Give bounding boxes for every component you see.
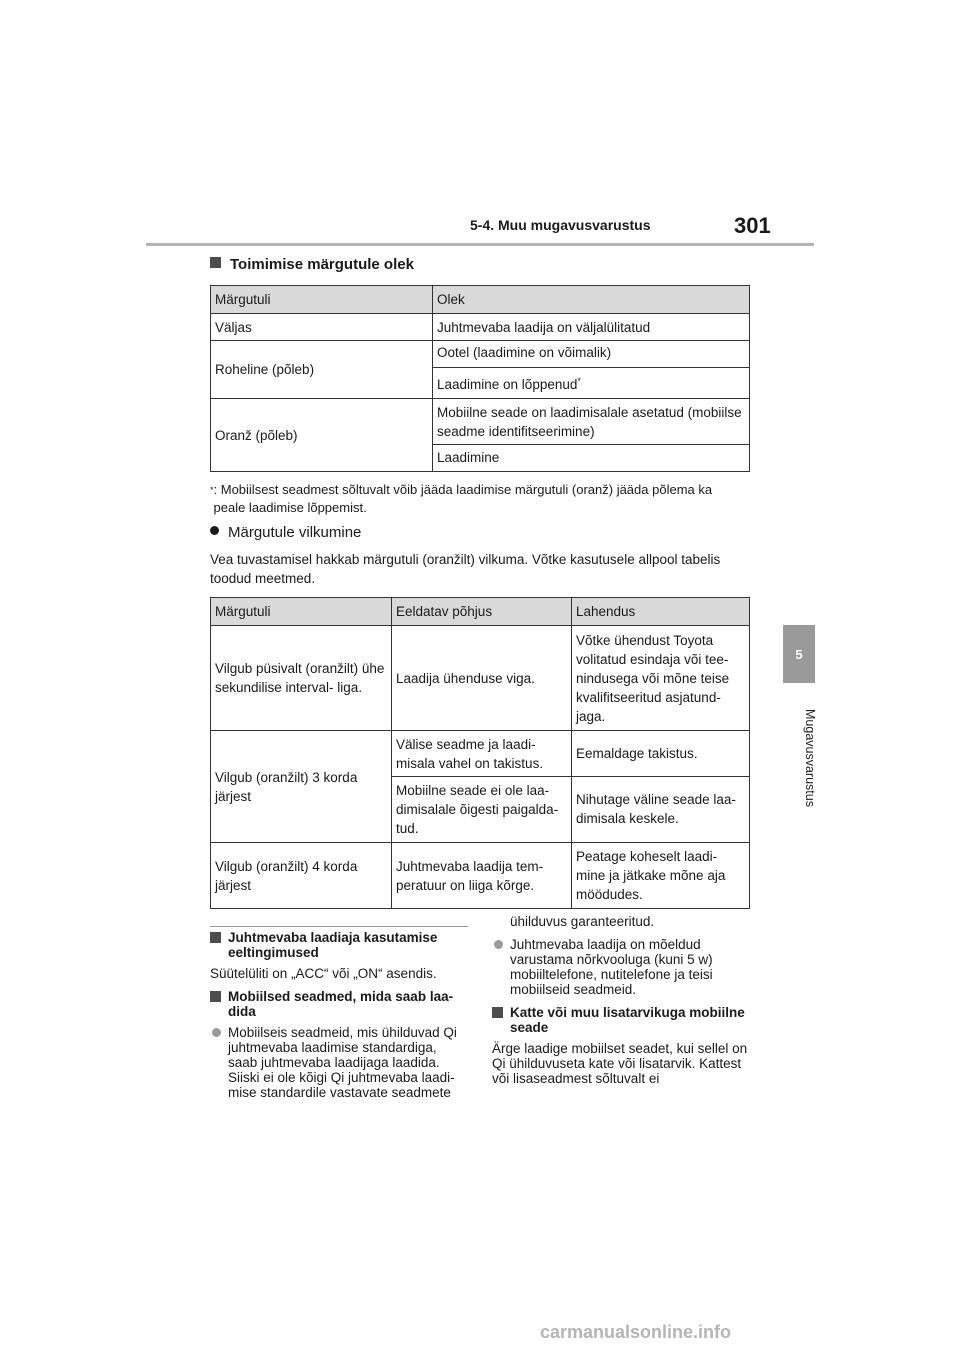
note-heading: Mobiilsed seadmed, mida saab laa- dida [210, 989, 468, 1019]
note-text: Süütelüliti on „ACC“ või „ON“ asendis. [210, 966, 437, 981]
blinking-table [210, 597, 750, 909]
round-bullet-icon [494, 940, 503, 949]
indicator-cell: Vilgub (oranžilt) 4 korda järjest [211, 843, 392, 909]
indicator-cell: Roheline (põleb) [211, 341, 433, 399]
table-header-cell: Lahendus [572, 598, 750, 626]
table-header-cell: Märgutuli [211, 598, 392, 626]
table-row [211, 314, 750, 341]
note-bullet: Mobiilseis seadmeid, mis ühilduvad Qi juhtmevaba laadimise standardiga, saab juhtmevaba laadijaga laadida. Siiski ei ole kõigi Qi juhtmevaba laadi- mise standardile vastavate seadmete [210, 1025, 468, 1100]
square-bullet-icon [492, 1007, 503, 1018]
indicator-cell: Oranž (põleb) [211, 399, 433, 472]
note-text: ühilduvus garanteeritud. [510, 914, 655, 929]
chapter-name: Mugavusvarustus [803, 709, 817, 807]
square-bullet-icon [210, 991, 221, 1002]
table-row [211, 399, 750, 445]
state-cell: Juhtmevaba laadija on väljalülitatud [433, 314, 750, 341]
section-title: 5-4. Muu mugavusvarustus [470, 217, 651, 233]
notes-left-column [210, 930, 468, 1106]
solution-cell: Võtke ühendust Toyota volitatud esindaja või tee- nindusega või mõne teise kvalifitseeritud asjatund- jaga. [572, 626, 750, 731]
state-cell: Mobiilne seade on laadimisalale asetatud (mobiilse seadme identifitseerimine) [433, 399, 750, 445]
square-bullet-icon [210, 932, 221, 943]
table-header-cell: Olek [433, 286, 750, 314]
square-bullet-icon [210, 257, 221, 268]
table-header-cell: Eeldatav põhjus [392, 598, 572, 626]
header-divider [146, 243, 814, 246]
solution-cell: Nihutage väline seade laa- dimisala keskele. [572, 777, 750, 843]
indicator-cell: Vilgub (oranžilt) 3 korda järjest [211, 731, 392, 843]
table-header-row [211, 598, 750, 626]
indicator-cell: Väljas [211, 314, 433, 341]
solution-cell: Peatage koheselt laadi- mine ja jätkake mõne aja möödudes. [572, 843, 750, 909]
table-row [211, 731, 750, 777]
state-cell: Ootel (laadimine on võimalik) [433, 341, 750, 368]
page-number: 301 [734, 213, 771, 238]
section-heading-indicator-state: Toimimise märgutule olek [210, 256, 414, 273]
cause-cell: Juhtmevaba laadija tem- peratuur on liiga kõrge. [392, 843, 572, 909]
notes-divider [210, 926, 468, 927]
table-header-cell: Märgutuli [211, 286, 433, 314]
indicator-cell: Vilgub püsivalt (oranžilt) ühe sekundilise interval- liga. [211, 626, 392, 731]
table-row [211, 843, 750, 909]
solution-cell: Eemaldage takistus. [572, 731, 750, 777]
cause-cell: Välise seadme ja laadi- misala vahel on takistus. [392, 731, 572, 777]
table-row [211, 341, 750, 368]
round-bullet-icon [212, 1028, 221, 1037]
footnote [210, 481, 750, 517]
note-text: Ärge laadige mobiilset seadet, kui sellel on Qi ühilduvuseta kate või lisatarvik. Kattest või lisaseadmest sõltuvalt ei [492, 1041, 748, 1086]
footnote-text: : Mobiilsest seadmest sõltuvalt võib jääda laadimise märgutuli (oranž) jääda põlema ka peale laadimise lõppemist. [213, 482, 713, 515]
table-header-row [211, 286, 750, 314]
note-heading: Juhtmevaba laadiaja kasutamise eeltingimused [210, 930, 468, 960]
note-bullet: Juhtmevaba laadija on mõeldud varustama nõrkvooluga (kuni 5 w) mobiiltelefone, nutitelefone ja teisi mobiilseid seadmeid. [492, 937, 750, 997]
round-bullet-icon [210, 526, 219, 535]
cause-cell: Laadija ühenduse viga. [392, 626, 572, 731]
chapter-number: 5 [795, 646, 803, 662]
state-cell: Laadimine [433, 445, 750, 472]
table-row [211, 626, 750, 731]
note-heading: Katte või muu lisatarvikuga mobiilne seade [492, 1005, 750, 1035]
cause-cell: Mobiilne seade ei ole laa- dimisalale õigesti paigalda- tud. [392, 777, 572, 843]
footnote-mark: * [577, 376, 581, 386]
section-intro: Vea tuvastamisel hakkab märgutuli (oranžilt) vilkuma. Võtke kasutusele allpool tabelis toodud meetmed. [210, 552, 721, 586]
footnote-mark: * [210, 485, 214, 495]
indicator-state-table [210, 285, 750, 472]
state-cell: Laadimine on lõppenud* [433, 368, 750, 399]
section-heading-blinking: Märgutule vilkumine [210, 524, 361, 541]
notes-right-column [492, 914, 750, 1094]
watermark: carmanualsonline.info [540, 1322, 732, 1342]
chapter-tab [783, 625, 815, 683]
